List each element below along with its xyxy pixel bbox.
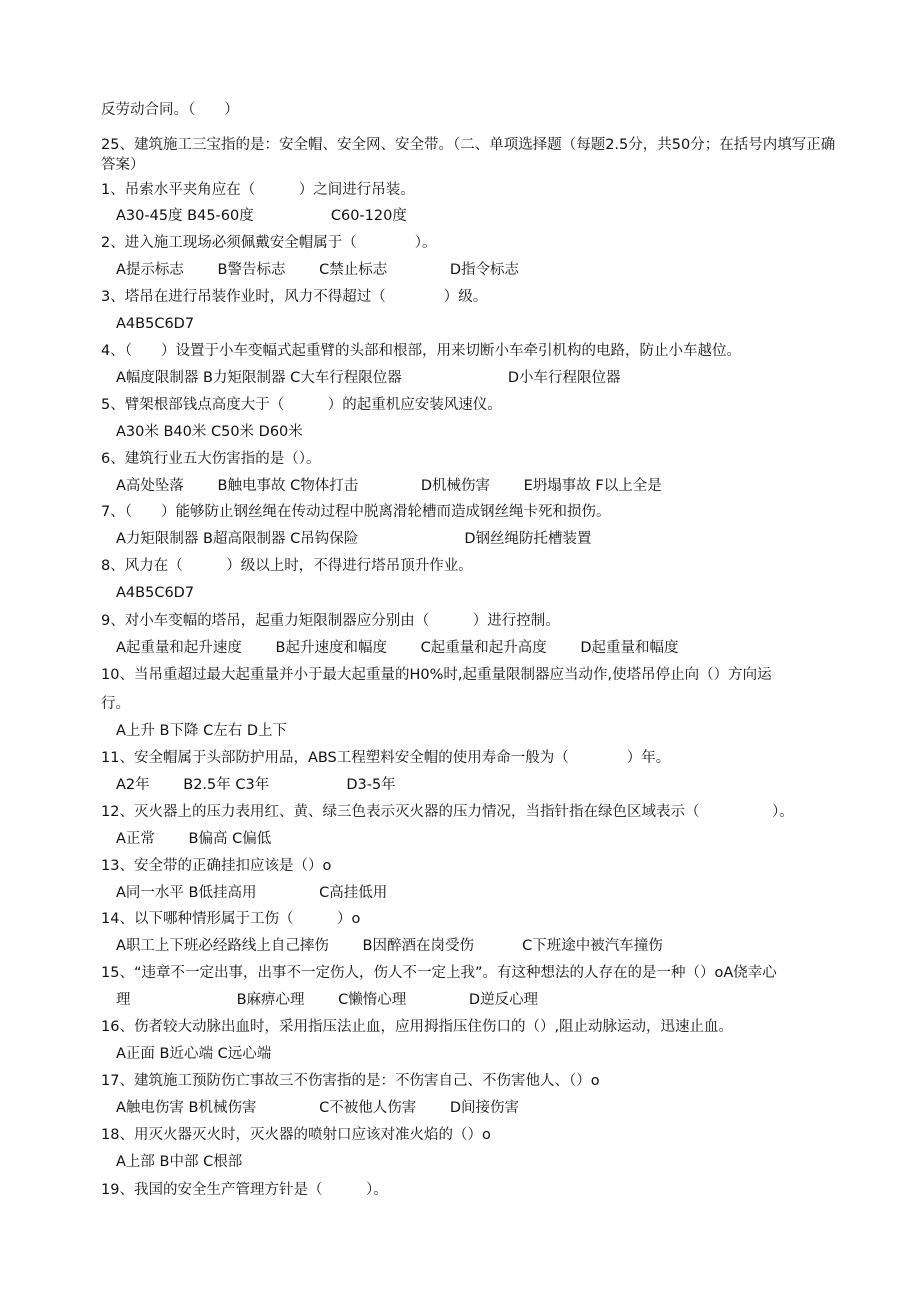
text-line: 12、灭火器上的压力表用红、黄、绿三色表示灭火器的压力情况，当指针指在绿色区域表示（ ）。: [101, 804, 794, 820]
text-line: 8、风力在（ ）级以上时，不得进行塔吊顶升作业。: [101, 558, 473, 574]
text-line: 2、进入施工现场必须佩戴安全帽属于（ ）。: [101, 235, 437, 251]
text-line: A2年 B2.5年 C3年 D3-5年: [116, 777, 396, 793]
text-line: A高处坠落 B触电事故 C物体打击 D机械伤害 E坍塌事故 F以上全是: [116, 478, 662, 494]
text-line: 16、伤者较大动脉出血时，采用指压法止血，应用拇指压住伤口的（）,阻止动脉运动，迅速止血。: [101, 1019, 734, 1035]
text-line: A30米 B40米 C50米 D60米: [116, 424, 303, 440]
text-line: 14、以下哪种情形属于工伤（ ）o: [101, 911, 361, 927]
text-line: 7、（ ）能够防止钢丝绳在传动过程中脱离滑轮槽而造成钢丝绳卡死和损伤。: [101, 504, 611, 520]
text-line: 17、建筑施工预防伤亡事故三不伤害指的是：不伤害自己、不伤害他人、（）o: [101, 1073, 600, 1089]
text-line: A起重量和起升速度 B起升速度和幅度 C起重量和起升高度 D起重量和幅度: [116, 640, 679, 656]
text-line: 5、臂架根部钱点高度大于（ ）的起重机应安装风速仪。: [101, 397, 502, 413]
text-line: A提示标志 B警告标志 C禁止标志 D指令标志: [116, 262, 519, 278]
text-line: 1、吊索水平夹角应在（ ）之间进行吊装。: [101, 182, 415, 198]
text-line: A正常 B偏高 C偏低: [116, 831, 272, 847]
text-line: 9、对小车变幅的塔吊，起重力矩限制器应分别由（ ）进行控制。: [101, 613, 560, 629]
text-line: 13、安全带的正确挂扣应该是（）o: [101, 858, 332, 874]
text-line: A幅度限制器 B力矩限制器 C大车行程限位器 D小车行程限位器: [116, 370, 621, 386]
text-line: 10、当吊重超过最大起重量并小于最大起重量的H0%时,起重量限制器应当动作,使塔吊停止向（）方向运: [101, 667, 772, 683]
text-line: A上部 B中部 C根部: [116, 1154, 243, 1170]
text-line: A触电伤害 B机械伤害 C不被他人伤害 D间接伤害: [116, 1100, 519, 1116]
text-line: 19、我国的安全生产管理方针是（ ）。: [101, 1182, 388, 1198]
text-line: A30-45度 B45-60度 C60-120度: [116, 208, 407, 224]
text-line: 反劳动合同。（ ）: [101, 102, 239, 118]
text-line: A4B5C6D7: [116, 585, 195, 601]
text-line: A上升 B下降 C左右 D上下: [116, 723, 287, 739]
text-line: A同一水平 B低挂高用 C高挂低用: [116, 885, 388, 901]
text-line: 3、塔吊在进行吊装作业时，风力不得超过（ ）级。: [101, 289, 488, 305]
text-line: 18、用灭火器灭火时，灭火器的喷射口应该对准火焰的（）o: [101, 1127, 491, 1143]
text-line: A4B5C6D7: [116, 316, 195, 332]
text-line: 4、（ ）设置于小车变幅式起重臂的头部和根部，用来切断小车牵引机构的电路，防止小车越位。: [101, 343, 741, 359]
text-line: 行。: [101, 696, 130, 712]
text-line: A职工上下班必经路线上自己摔伤 B因醉酒在岗受伤 C下班途中被汽车撞伤: [116, 938, 663, 954]
text-line: 6、建筑行业五大伤害指的是（）。: [101, 451, 321, 467]
text-line: 11、安全帽属于头部防护用品，ABS工程塑料安全帽的使用寿命一般为（ ）年。: [101, 750, 671, 766]
text-line: 理 B麻痹心理 C懒惰心理 D逆反心理: [116, 992, 539, 1008]
text-line: 15、“违章不一定出事，出事不一定伤人，伤人不一定上我”。有这种想法的人存在的是一种（）oA侥幸心: [101, 965, 777, 981]
text-line: A正面 B近心端 C远心端: [116, 1046, 272, 1062]
text-line: 25、建筑施工三宝指的是：安全帽、安全网、安全带。（二、单项选择题（每题2.5分，共50分；在括号内填写正确答案）: [101, 137, 836, 173]
text-line: A力矩限制器 B超高限制器 C吊钩保险 D钢丝绳防托槽装置: [116, 531, 592, 547]
